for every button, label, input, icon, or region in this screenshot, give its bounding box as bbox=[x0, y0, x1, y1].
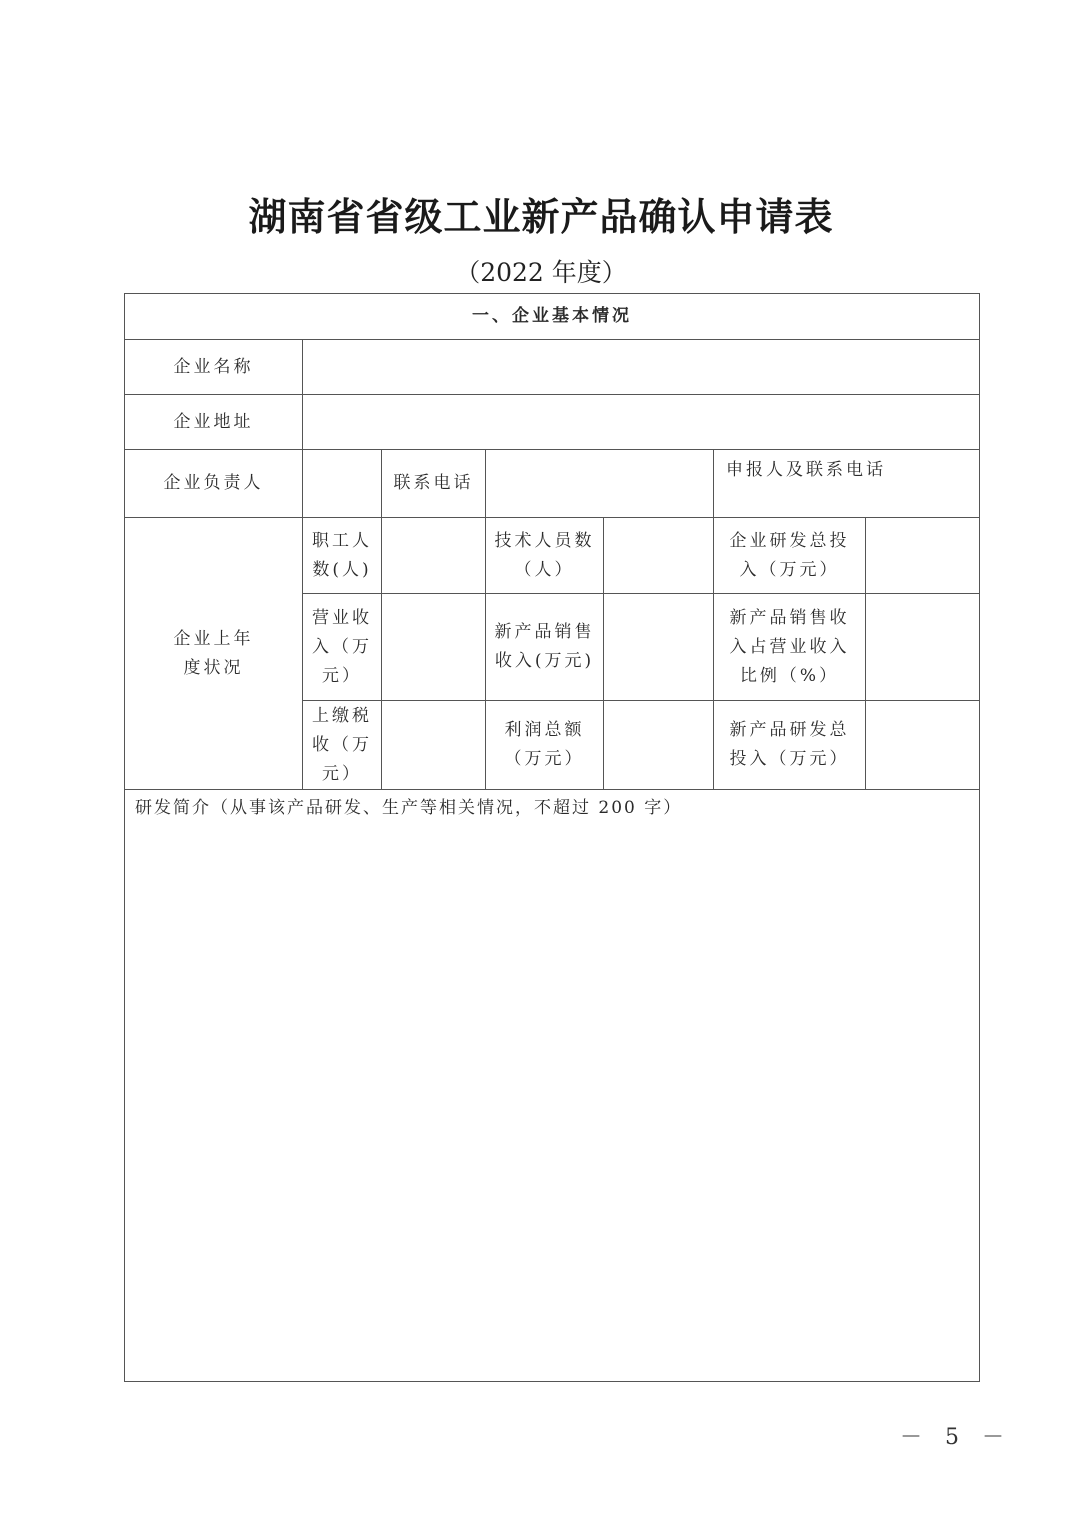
revenue-field[interactable] bbox=[382, 594, 486, 701]
company-address-label: 企业地址 bbox=[125, 395, 303, 450]
new-product-rd-field[interactable] bbox=[866, 701, 980, 790]
total-profit-label: 利润总额（万元） bbox=[486, 701, 604, 790]
new-product-rd-label: 新产品研发总投入（万元） bbox=[714, 701, 866, 790]
rd-investment-field[interactable] bbox=[866, 518, 980, 594]
new-product-ratio-label: 新产品销售收入占营业收入比例（%） bbox=[714, 594, 866, 701]
section-heading: 一、企业基本情况 bbox=[125, 294, 980, 340]
company-name-field[interactable] bbox=[303, 340, 980, 395]
employees-field[interactable] bbox=[382, 518, 486, 594]
tax-paid-label: 上缴税收（万元） bbox=[303, 701, 382, 790]
form-subtitle: （2022 年度） bbox=[455, 258, 627, 287]
employees-label: 职工人数(人) bbox=[303, 518, 382, 594]
tax-paid-field[interactable] bbox=[382, 701, 486, 790]
total-profit-field[interactable] bbox=[604, 701, 714, 790]
new-product-sales-label: 新产品销售收入(万元) bbox=[486, 594, 604, 701]
rd-intro-label: 研发简介（从事该产品研发、生产等相关情况，不超过 200 字） bbox=[135, 798, 683, 818]
new-product-ratio-field[interactable] bbox=[866, 594, 980, 701]
page-number: － 5 － bbox=[900, 1425, 1012, 1450]
tech-staff-field[interactable] bbox=[604, 518, 714, 594]
company-address-field[interactable] bbox=[303, 395, 980, 450]
contact-phone-field[interactable] bbox=[486, 450, 714, 518]
application-form-table bbox=[124, 293, 980, 1382]
revenue-label: 营业收入（万元） bbox=[303, 594, 382, 701]
contact-phone-label: 联系电话 bbox=[382, 450, 486, 518]
company-head-field[interactable] bbox=[303, 450, 382, 518]
rd-intro-cell[interactable] bbox=[125, 790, 980, 1382]
applicant-phone-label: 申报人及联系电话 bbox=[726, 460, 886, 480]
company-name-label: 企业名称 bbox=[125, 340, 303, 395]
new-product-sales-field[interactable] bbox=[604, 594, 714, 701]
tech-staff-label: 技术人员数（人） bbox=[486, 518, 604, 594]
form-title: 湖南省省级工业新产品确认申请表 bbox=[248, 195, 834, 239]
rd-investment-label: 企业研发总投入（万元） bbox=[714, 518, 866, 594]
applicant-phone-cell[interactable] bbox=[714, 450, 980, 518]
last-year-status-label: 企业上年度状况 bbox=[125, 518, 303, 790]
company-head-label: 企业负责人 bbox=[125, 450, 303, 518]
